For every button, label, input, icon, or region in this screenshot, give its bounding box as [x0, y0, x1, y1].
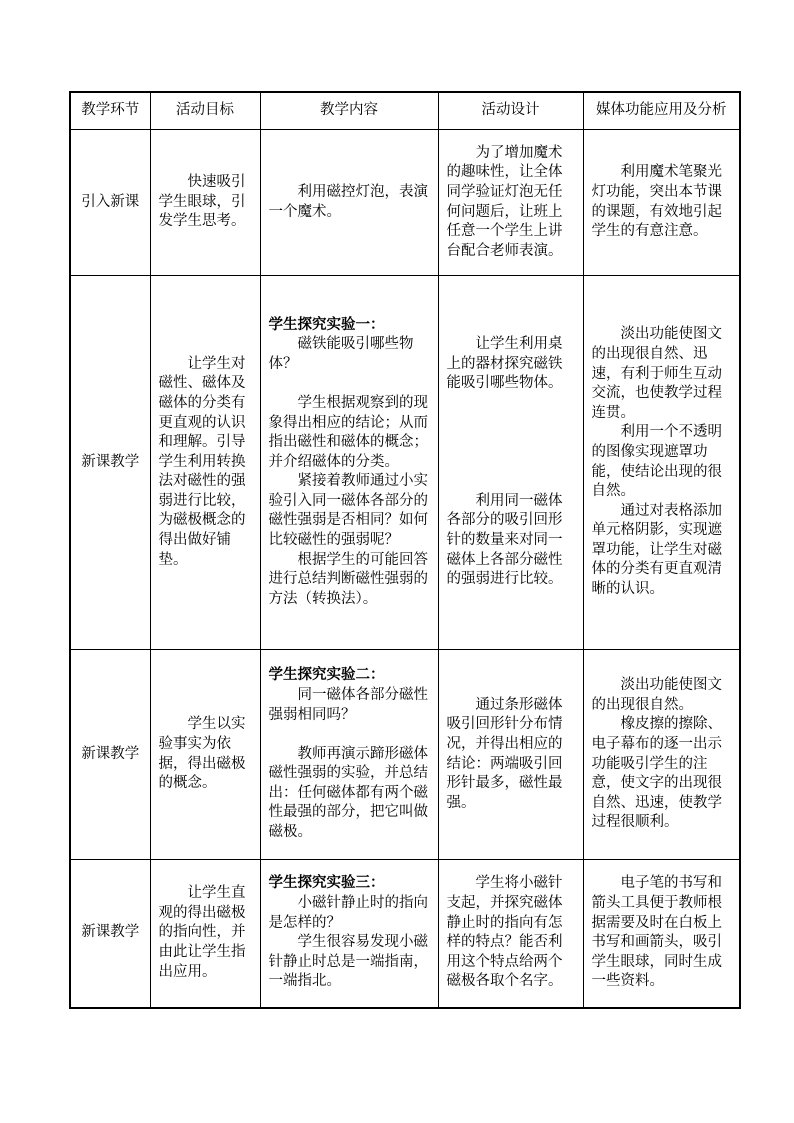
stage-cell: 新课教学	[70, 650, 150, 860]
goal-cell	[150, 650, 260, 860]
content-cell	[260, 130, 438, 276]
media-text: 通过对表格添加单元格阴影，实现遮罩功能，让学生对磁体的分类有更直观清晰的认识。	[591, 502, 722, 598]
media-text: 淡出功能使图文的出现很自然、迅速，有利于师生互动交流，也使教学过程连贯。	[591, 326, 722, 421]
content-text: 学生很容易发现小磁针静止时总是一端指南，一端指北。	[268, 934, 428, 990]
media-text: 利用一个不透明的图像实现遮罩功能，使结论出现的很自然。	[591, 424, 722, 500]
experiment-title: 学生探究实验一：	[268, 316, 385, 333]
media-cell	[583, 650, 740, 860]
content-text: 小磁针静止时的指向是怎样的？	[268, 895, 428, 931]
content-text: 学生根据观察到的现象得出相应的结论；从而指出磁性和磁体的概念；并介绍磁体的分类。	[268, 394, 428, 470]
header-goal: 活动目标	[150, 92, 260, 130]
header-content: 教学内容	[260, 92, 438, 130]
goal-text: 快速吸引学生眼球，引发学生思考。	[158, 174, 246, 230]
lesson-plan-table	[69, 91, 741, 1009]
goal-text: 让学生直观的得出磁极的指向性，并由此让学生指出应用。	[158, 885, 246, 980]
table-row	[70, 650, 740, 860]
goal-cell	[150, 860, 260, 1008]
goal-text: 让学生对磁性、磁体及磁体的分类有更直观的认识和理解。引导学生利用转换法对磁性的强弱进行比较，为磁极概念的得出做好铺垫。	[158, 355, 246, 568]
media-text: 电子笔的书写和箭头工具便于教师根据需要及时在白板上书写和画箭头，吸引学生眼球，同时生成一些资料。	[591, 875, 722, 990]
table-row	[70, 276, 740, 650]
design-cell	[438, 860, 583, 1008]
stage-cell: 新课教学	[70, 276, 150, 650]
design-cell	[438, 130, 583, 276]
media-cell	[583, 860, 740, 1008]
experiment-title: 学生探究实验二：	[268, 667, 385, 684]
goal-cell	[150, 276, 260, 650]
content-text: 教师再演示蹄形磁体磁性强弱的实验，并总结出：任何磁体都有两个磁性最强的部分，把它叫做磁极。	[268, 745, 428, 841]
design-text: 让学生利用桌上的器材探究磁铁能吸引哪些物体。	[446, 336, 563, 392]
content-text: 紧接着教师通过小实验引入同一磁体各部分的磁性强弱是否相同？如何比较磁性的强弱呢？	[268, 473, 428, 549]
media-text: 橡皮擦的擦除、电子幕布的逐一出示功能吸引学生的注意，使文字的出现很自然、迅速，使教学过程很顺利。	[591, 716, 722, 831]
content-text: 同一磁体各部分磁性强弱相同吗？	[268, 686, 428, 723]
content-text: 利用磁控灯泡，表演一个魔术。	[268, 183, 428, 220]
table-row	[70, 860, 740, 1008]
header-media: 媒体功能应用及分析	[583, 92, 740, 130]
content-cell	[260, 276, 438, 650]
design-text: 利用同一磁体各部分的吸引回形针的数量来对同一磁体上各部分磁性的强弱进行比较。	[446, 492, 563, 588]
content-cell	[260, 860, 438, 1008]
design-text: 为了增加魔术的趣味性，让全体同学验证灯泡无任何问题后，让班上任意一个学生上讲台配合老师表演。	[446, 144, 563, 259]
design-cell	[438, 650, 583, 860]
media-text: 利用魔术笔聚光灯功能，突出本节课的课题，有效地引起学生的有意注意。	[591, 164, 722, 240]
goal-text: 学生以实验事实为依据，得出磁极的概念。	[158, 716, 246, 792]
media-text: 淡出功能使图文的出现很自然。	[591, 677, 722, 713]
goal-cell	[150, 130, 260, 276]
design-cell	[438, 276, 583, 650]
content-text: 根据学生的可能回答进行总结判断磁性强弱的方法（转换法）。	[268, 551, 428, 607]
media-cell	[583, 276, 740, 650]
design-text: 学生将小磁针支起，并探究磁体静止时的指向有怎样的特点？能否利用这个特点给两个磁极各取个名字。	[446, 875, 563, 990]
content-cell	[260, 650, 438, 860]
experiment-title: 学生探究实验三：	[268, 875, 385, 892]
header-design: 活动设计	[438, 92, 583, 130]
header-row	[70, 92, 740, 130]
media-cell	[583, 130, 740, 276]
header-stage: 教学环节	[70, 92, 150, 130]
stage-cell: 引入新课	[70, 130, 150, 276]
content-text: 磁铁能吸引哪些物体？	[268, 336, 414, 372]
design-text: 通过条形磁体吸引回形针分布情况，并得出相应的结论：两端吸引回形针最多，磁性最强。	[446, 696, 563, 811]
table-row	[70, 130, 740, 276]
stage-cell: 新课教学	[70, 860, 150, 1008]
